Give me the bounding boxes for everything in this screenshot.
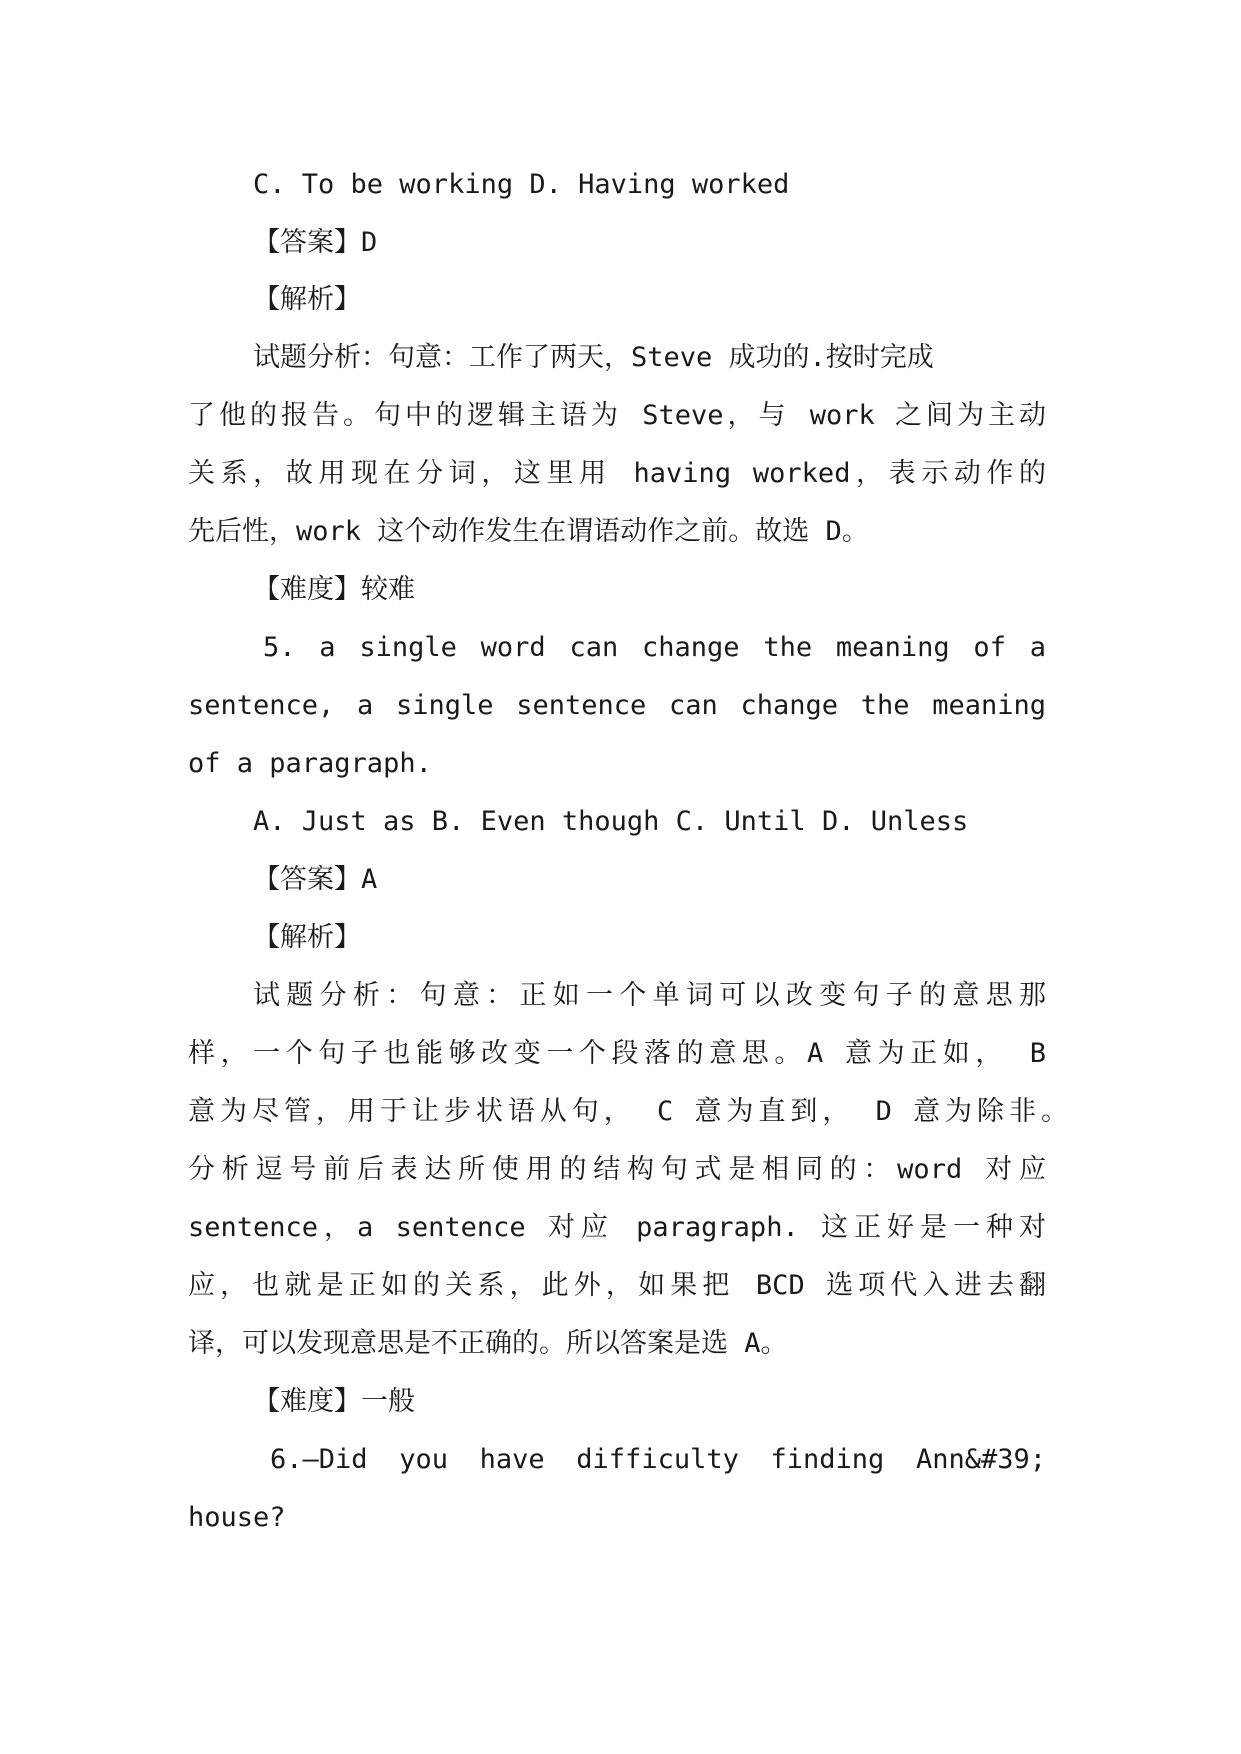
- answer-label: 【答案】D: [253, 227, 378, 258]
- question-6-stem-line: house?: [188, 1502, 286, 1533]
- question-5-options: A. Just as B. Even though C. Until D. Unless: [253, 806, 969, 837]
- analysis-paragraph-line: sentence，a sentence 对应 paragraph. 这正好是一种对: [188, 1212, 1046, 1243]
- analysis-paragraph-line: 试题分析：句意：正如一个单词可以改变句子的意思那: [253, 980, 1046, 1011]
- analysis-paragraph-line: 译，可以发现意思是不正确的。所以答案是选 A。: [188, 1328, 788, 1359]
- analysis-paragraph-line: 试题分析：句意：工作了两天，Steve 成功的.按时完成: [253, 342, 934, 373]
- analysis-paragraph-line: 了他的报告。句中的逻辑主语为 Steve，与 work 之间为主动: [188, 400, 1046, 431]
- analysis-label: 【解析】: [253, 922, 361, 953]
- analysis-paragraph-line: 应，也就是正如的关系，此外，如果把 BCD 选项代入进去翻: [188, 1270, 1046, 1301]
- analysis-paragraph-line: 关系，故用现在分词，这里用 having worked，表示动作的: [188, 458, 1046, 489]
- analysis-paragraph-line: 先后性，work 这个动作发生在谓语动作之前。故选 D。: [188, 516, 869, 547]
- analysis-paragraph-line: 样，一个句子也能够改变一个段落的意思。A 意为正如， B: [188, 1038, 1046, 1069]
- question-5-stem-line: 5. a single word can change the meaning of a: [263, 632, 1046, 663]
- analysis-paragraph-line: 分析逗号前后表达所使用的结构句式是相同的：word 对应: [188, 1154, 1046, 1185]
- analysis-paragraph-line: 意为尽管，用于让步状语从句， C 意为直到， D 意为除非。: [188, 1096, 1068, 1127]
- answer-label: 【答案】A: [253, 864, 378, 895]
- question-4-options: C. To be working D. Having worked: [253, 169, 790, 200]
- question-5-stem-line: sentence, a single sentence can change the meaning: [188, 690, 1046, 721]
- difficulty-label: 【难度】一般: [253, 1386, 415, 1417]
- question-5-stem-line: of a paragraph.: [188, 748, 432, 779]
- analysis-label: 【解析】: [253, 284, 361, 315]
- difficulty-label: 【难度】较难: [253, 574, 415, 605]
- question-6-stem-line: 6.—Did you have difficulty finding Ann&#39;: [270, 1444, 1046, 1475]
